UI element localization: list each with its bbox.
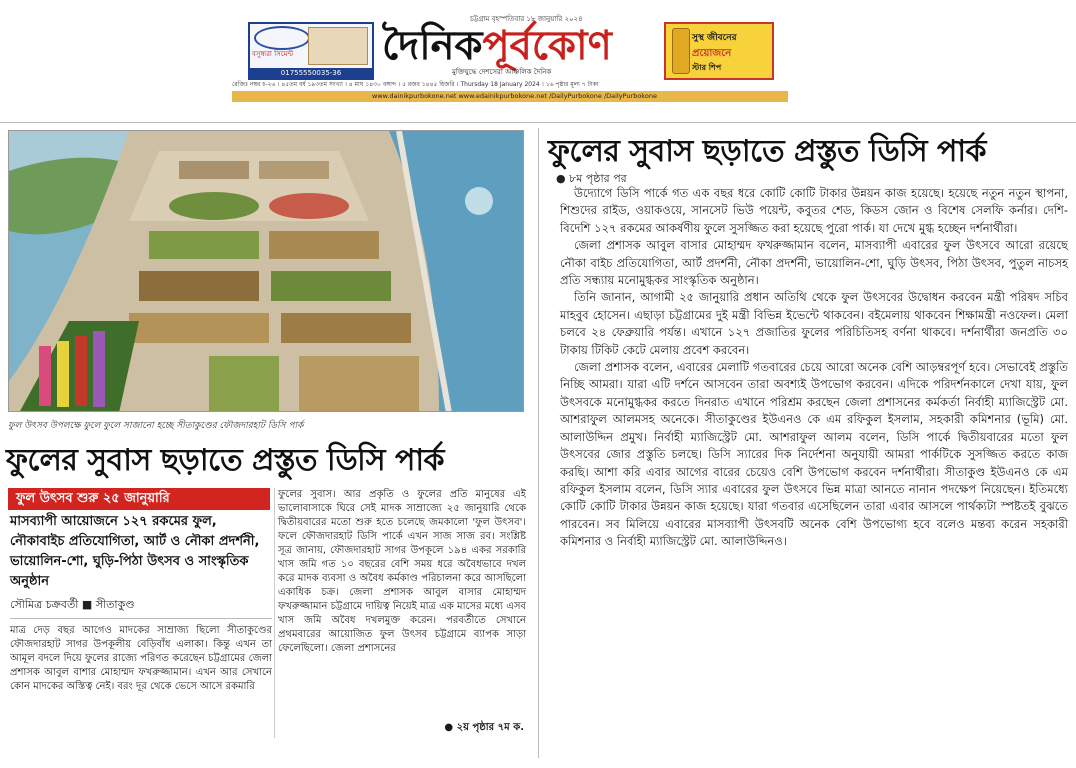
headline-left: ফুলের সুবাস ছড়াতে প্রস্তুত ডিসি পার্ক: [6, 443, 445, 478]
ad-left-brand: বসুন্ধরা সিমেন্ট: [252, 50, 294, 58]
masthead-infobar: রেজিঃ নম্বর চ-২৬ । ৪৫তম বর্ষ ১৯৩তম সংখ্যা । ৪ মাঘ ১৪৩০ বঙ্গাব্দ । ৫ রজব ১৪৪৫ হিজরি । Thursday 18 January 2024 । ১৬ পৃষ্ঠার মূল্য ৭ টাকা: [232, 81, 599, 88]
photo-caption: ফুল উৎসব উপলক্ষে ফুলে ফুলে সাজানো হচ্ছে সীতাকুণ্ডের ফৌজদারহাট ডিসি পার্ক: [8, 421, 304, 431]
byline: সৌমিত্র চক্রবর্তী ■ সীতাকুণ্ড: [10, 596, 272, 619]
cement-bag-image: [308, 27, 368, 65]
ad-left-phone: 01755550035-36: [250, 68, 372, 78]
continued-jump-link[interactable]: ● ২য় পৃষ্ঠার ৭ম ক.: [444, 722, 524, 733]
park-aerial-photo: [8, 130, 524, 412]
advertisement-left: [248, 22, 374, 80]
article-body-right: [560, 185, 1068, 551]
ad-right-line1: সুস্থ জীবনের: [692, 33, 737, 43]
paragraph: তিনি জানান, আগামী ২৫ জানুয়ারি প্রধান অতিথি থেকে ফুল উৎসবের উদ্বোধন করবেন মন্ত্রী পরিষদ সচিব মাহবুব হোসেন। এছাড়া চট্টগ্রামের দুই মন্ত্রী বিভিন্ন ইভেন্টে থাকবেন। বইমেলায় থাকবেন শিক্ষামন্ত্রী নওফেল। মেলা চলবে ২৪ ফেব্রুয়ারি পর্যন্ত। এখানে ১২৭ প্রজাতির ফুলের পরিচিতিসহ বর্ণনা থাকবে। দর্শনার্থীরা জনপ্রতি ৩০ টাকায় টিকিট কেটে মেলায় প্রবেশ করবেন।: [560, 290, 1068, 357]
article-column-a: মাত্র দেড় বছর আগেও মাদকের সাম্রাজ্য ছিলো সীতাকুণ্ডের ফৌজদারহাট সাগর উপকূলীয় বেড়িবাঁধ এলাকা। কিন্তু এখন তা আমূল বদলে দিয়ে ফুলের রাজ্যে পরিণত করেছেন চট্টগ্রামের জেলা প্রশাসক আবুল বাশার মোহাম্মদ ফখরুজ্জামান। এখন আর সেখানে কোন মাদকের অস্তিত্ব নেই। বরং দূর থেকে ভেসে আসে রকমারি: [10, 625, 272, 692]
flower-park-illustration: [9, 131, 524, 412]
divider: [0, 122, 1076, 123]
masthead-date: চট্টগ্রাম বৃহস্পতিবার ১৮ জানুয়ারি ২০২৪: [470, 15, 583, 23]
newspaper-title-black: দৈনিক: [382, 22, 483, 69]
oil-bottle-icon: [672, 28, 690, 74]
article-deck: মাসব্যাপী আয়োজনে ১২৭ রকমের ফুল, নৌকাবাইচ প্রতিযোগিতা, আর্ট ও নৌকা প্রদর্শনী, ভায়োলিন-শো, ঘুড়ি-পিঠা উৎসব ও সাংস্কৃতিক অনুষ্ঠান: [10, 514, 260, 589]
newspaper-title-red: পূর্বকোণ: [482, 22, 612, 69]
paragraph: জেলা প্রশাসক আবুল বাসার মোহাম্মদ ফখরুজ্জামান বলেন, মাসব্যাপী এবারের ফুল উৎসবে আরো রয়েছে নৌকা বাইচ প্রতিযোগিতা, আর্ট প্রদর্শনী, নৌকা প্রদর্শনী, ভায়োলিন-শো, ঘুড়ি উৎসব, পিঠা উৎসব, পুতুল নাচসহ প্রতি সন্ধ্যায় মনোমুগ্ধকর সাংস্কৃতিক অনুষ্ঠান।: [560, 238, 1068, 288]
advertisement-right: [664, 22, 774, 80]
cement-logo-icon: [254, 26, 310, 50]
page-divider: [538, 128, 539, 758]
continued-from-label: ● ৮ম পৃষ্ঠার পর: [556, 172, 627, 185]
ad-right-line2: প্রয়োজনে: [692, 48, 732, 59]
red-subheading: ফুল উৎসব শুরু ২৫ জানুয়ারি: [8, 488, 270, 510]
paragraph: জেলা প্রশাসক বলেন, এবারের মেলাটি গতবারের চেয়ে আরো অনেক বেশি আড়ম্বরপূর্ণ হবে। সেভাবেই প্রস্তুতি নিচ্ছি আমরা। যারা এটি দর্শনে আসবেন তারা অবশ্যই উপভোগ করবেন। এদিকে পরিদর্শনকালে দেখা যায়, ফুল উৎসবকে মনোমুগ্ধকর করতে দিনরাত এখানে পরিশ্রম করছেন জেলা প্রশাসনের কর্মকর্তা নির্বাহী ম্যাজিস্ট্রেট মো. আশরাফুল আলমসহ অনেকে। সীতাকুণ্ডের ইউএনও কে এম রফিকুল ইসলাম, সহকারী কমিশনার (ভূমি) মো. আলাউদ্দিন প্রমুখ। নির্বাহী ম্যাজিস্ট্রেট মো. আশরাফুল আলম বলেন, ডিসি পার্কে দ্বিতীয়বারের মতো ফুল উৎসবের জোর প্রস্তুতি চলছে। ডিসি স্যারের দিক নির্দেশনা অনুযায়ী আমরা পার্কটিকে সুসজ্জিত করতে কাজ করছি। আশা করি এবার আগের বারের চেয়েও বেশি উপভোগ করবেন দর্শনার্থীরা। সীতাকুণ্ড ইউএনও কে এম রফিকুল ইসলাম বলেন, ডিসি স্যার এবারের ফুল উৎসবে ভিন্ন মাত্রা আনতে নানান পদক্ষেপ নিয়েছেন। ইতিমধ্যে কোটি কোটি টাকার উন্নয়ন কাজ হয়েছে। যারা গতবার এসেছিলেন তারা এবার আসলে পার্থক্যটা স্পষ্টতই বুঝতে পারবেন। সব মিলিয়ে এবারের মাসব্যাপী উৎসবটি অনেক বেশি উপভোগ্য হবে বলেও মন্তব্য করেন সহকারী কমিশনার ও নির্বাহী ম্যাজিস্ট্রেট মো. আলাউদ্দিনও।: [560, 360, 1068, 549]
masthead-tagline: মুক্তিযুদ্ধে দেশসেরা আঞ্চলিক দৈনিক: [452, 68, 552, 76]
newspaper-title: [382, 22, 612, 70]
ad-right-line3: স্টার শিপ: [692, 63, 722, 72]
headline-right: ফুলের সুবাস ছড়াতে প্রস্তুত ডিসি পার্ক: [548, 134, 987, 169]
article-column-b: ফুলের সুবাস। আর প্রকৃতি ও ফুলের প্রতি মানুষের এই ভালোবাসাকে ঘিরে সেই মাদক সাম্রাজ্যে ২৫ জানুয়ারি থেকে দ্বিতীয়বারের মতো শুরু হতে চলেছে জমকালো 'ফুল উৎসব'। ফলে ফৌজদারহাট ডিসি পার্কে এখন সাজ সাজ রব। সংশ্লিষ্ট সূত্র জানায়, ফৌজদারহাট সাগর উপকূলে ১৯৪ একর সরকারি খাস জমি গত ১০ বছরের বেশি সময় ধরে অবৈধভাবে দখল করে মাদক ব্যবসা ও অবৈধ কর্মকাণ্ড পরিচালনা করে আসছিলো একাধিক চক্র। জেলা প্রশাসক আবুল বাসার মোহাম্মদ ফখরুজ্জামান চট্টগ্রামে দায়িত্ব নিয়েই মাত্র এক মাসের মধ্যে এসব খাস জমি অবৈধ দখলমুক্ত করেন। পরবর্তীতে সেখানে প্রথমবারের আয়োজিত ফুল উৎসব চট্টগ্রামে ব্যাপক সাড়া ফেলেছিলো। জেলা প্রশাসনের: [278, 489, 526, 654]
masthead-webbar: www.dainikpurbokone.net www.edainikpurbokone.net /DailyPurbokone /DailyPurbokone: [232, 91, 788, 102]
paragraph: উদ্যোগে ডিসি পার্কে গত এক বছর ধরে কোটি কোটি টাকার উন্নয়ন কাজ হয়েছে। হয়েছে নতুন নতুন স্থাপনা, শিশুদের রাইড, ওয়াকওয়ে, সানসেট ভিউ পয়েন্ট, কবুতর শেড, কিডস জোন ও বিশেষ সেলফি কর্নার। দেশি-বিদেশি ১২৭ রকমের আকর্ষণীয় ফুলে সুসজ্জিত করা হয়েছে পুরো পার্ক। যা দেখে মুগ্ধ হচ্ছেন দর্শনার্থীরা।: [560, 186, 1068, 235]
column-divider: [274, 488, 275, 738]
